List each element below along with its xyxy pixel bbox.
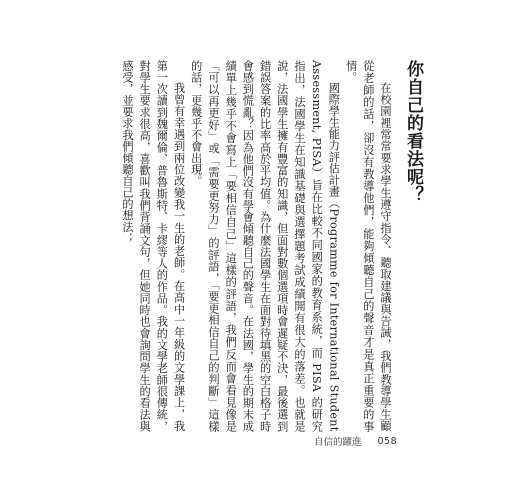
page-number: 058 [377, 435, 398, 447]
running-title: 自信的躍進 [314, 437, 362, 448]
paragraph-2: 國際學生能力評估計畫（Programme for International Student Assessment, PISA）旨在比較不同國家的教育系統，而 PISA 的研究指出，法國學生在知識基礎與選擇題考試成績開有很大的落差。也就是說，法國學生擁有豐富的知識，但面對數個選項時會遲疑不決，最後選到錯誤答案的比率高於平均值。為什麼法國學生在面對待填黑的空白格子時會感到慌亂？因為他們沒有學會傾聽自己的聲音。在法國，學生的期末成績單上幾乎不會寫上「要相信自己」這樣的評語，我們反而會看見像是「可以再更好」或「需要更努力」的評語，「要更相信自己的判斷」這樣的話，更幾乎不會出現。 [189, 60, 341, 432]
section-heading: 你自己的看法呢？ [403, 60, 423, 204]
paragraph-1: 在校園裡常常要求學生遵守指令、聽取建議與告誡，我們教導學生顧從老師的話，卻沒有教導他們，能夠傾聽自己的聲音才是真正重要的事情。 [344, 60, 392, 432]
paragraph-3: 我曾有幸遇到兩位改變我一生的老師。在高中一年級的文學課上，我第一次讀到魏爾倫、普魯斯特、卡繆等人的作品。我的文學老師很傳統，對學生要求很高，喜歡叫我們背誦文句，但她同時也會詢問學生的看法與感受，並要求我們傾聽自己的想法； [120, 60, 186, 432]
vertical-text-body [119, 60, 424, 432]
page-footer [314, 434, 397, 448]
